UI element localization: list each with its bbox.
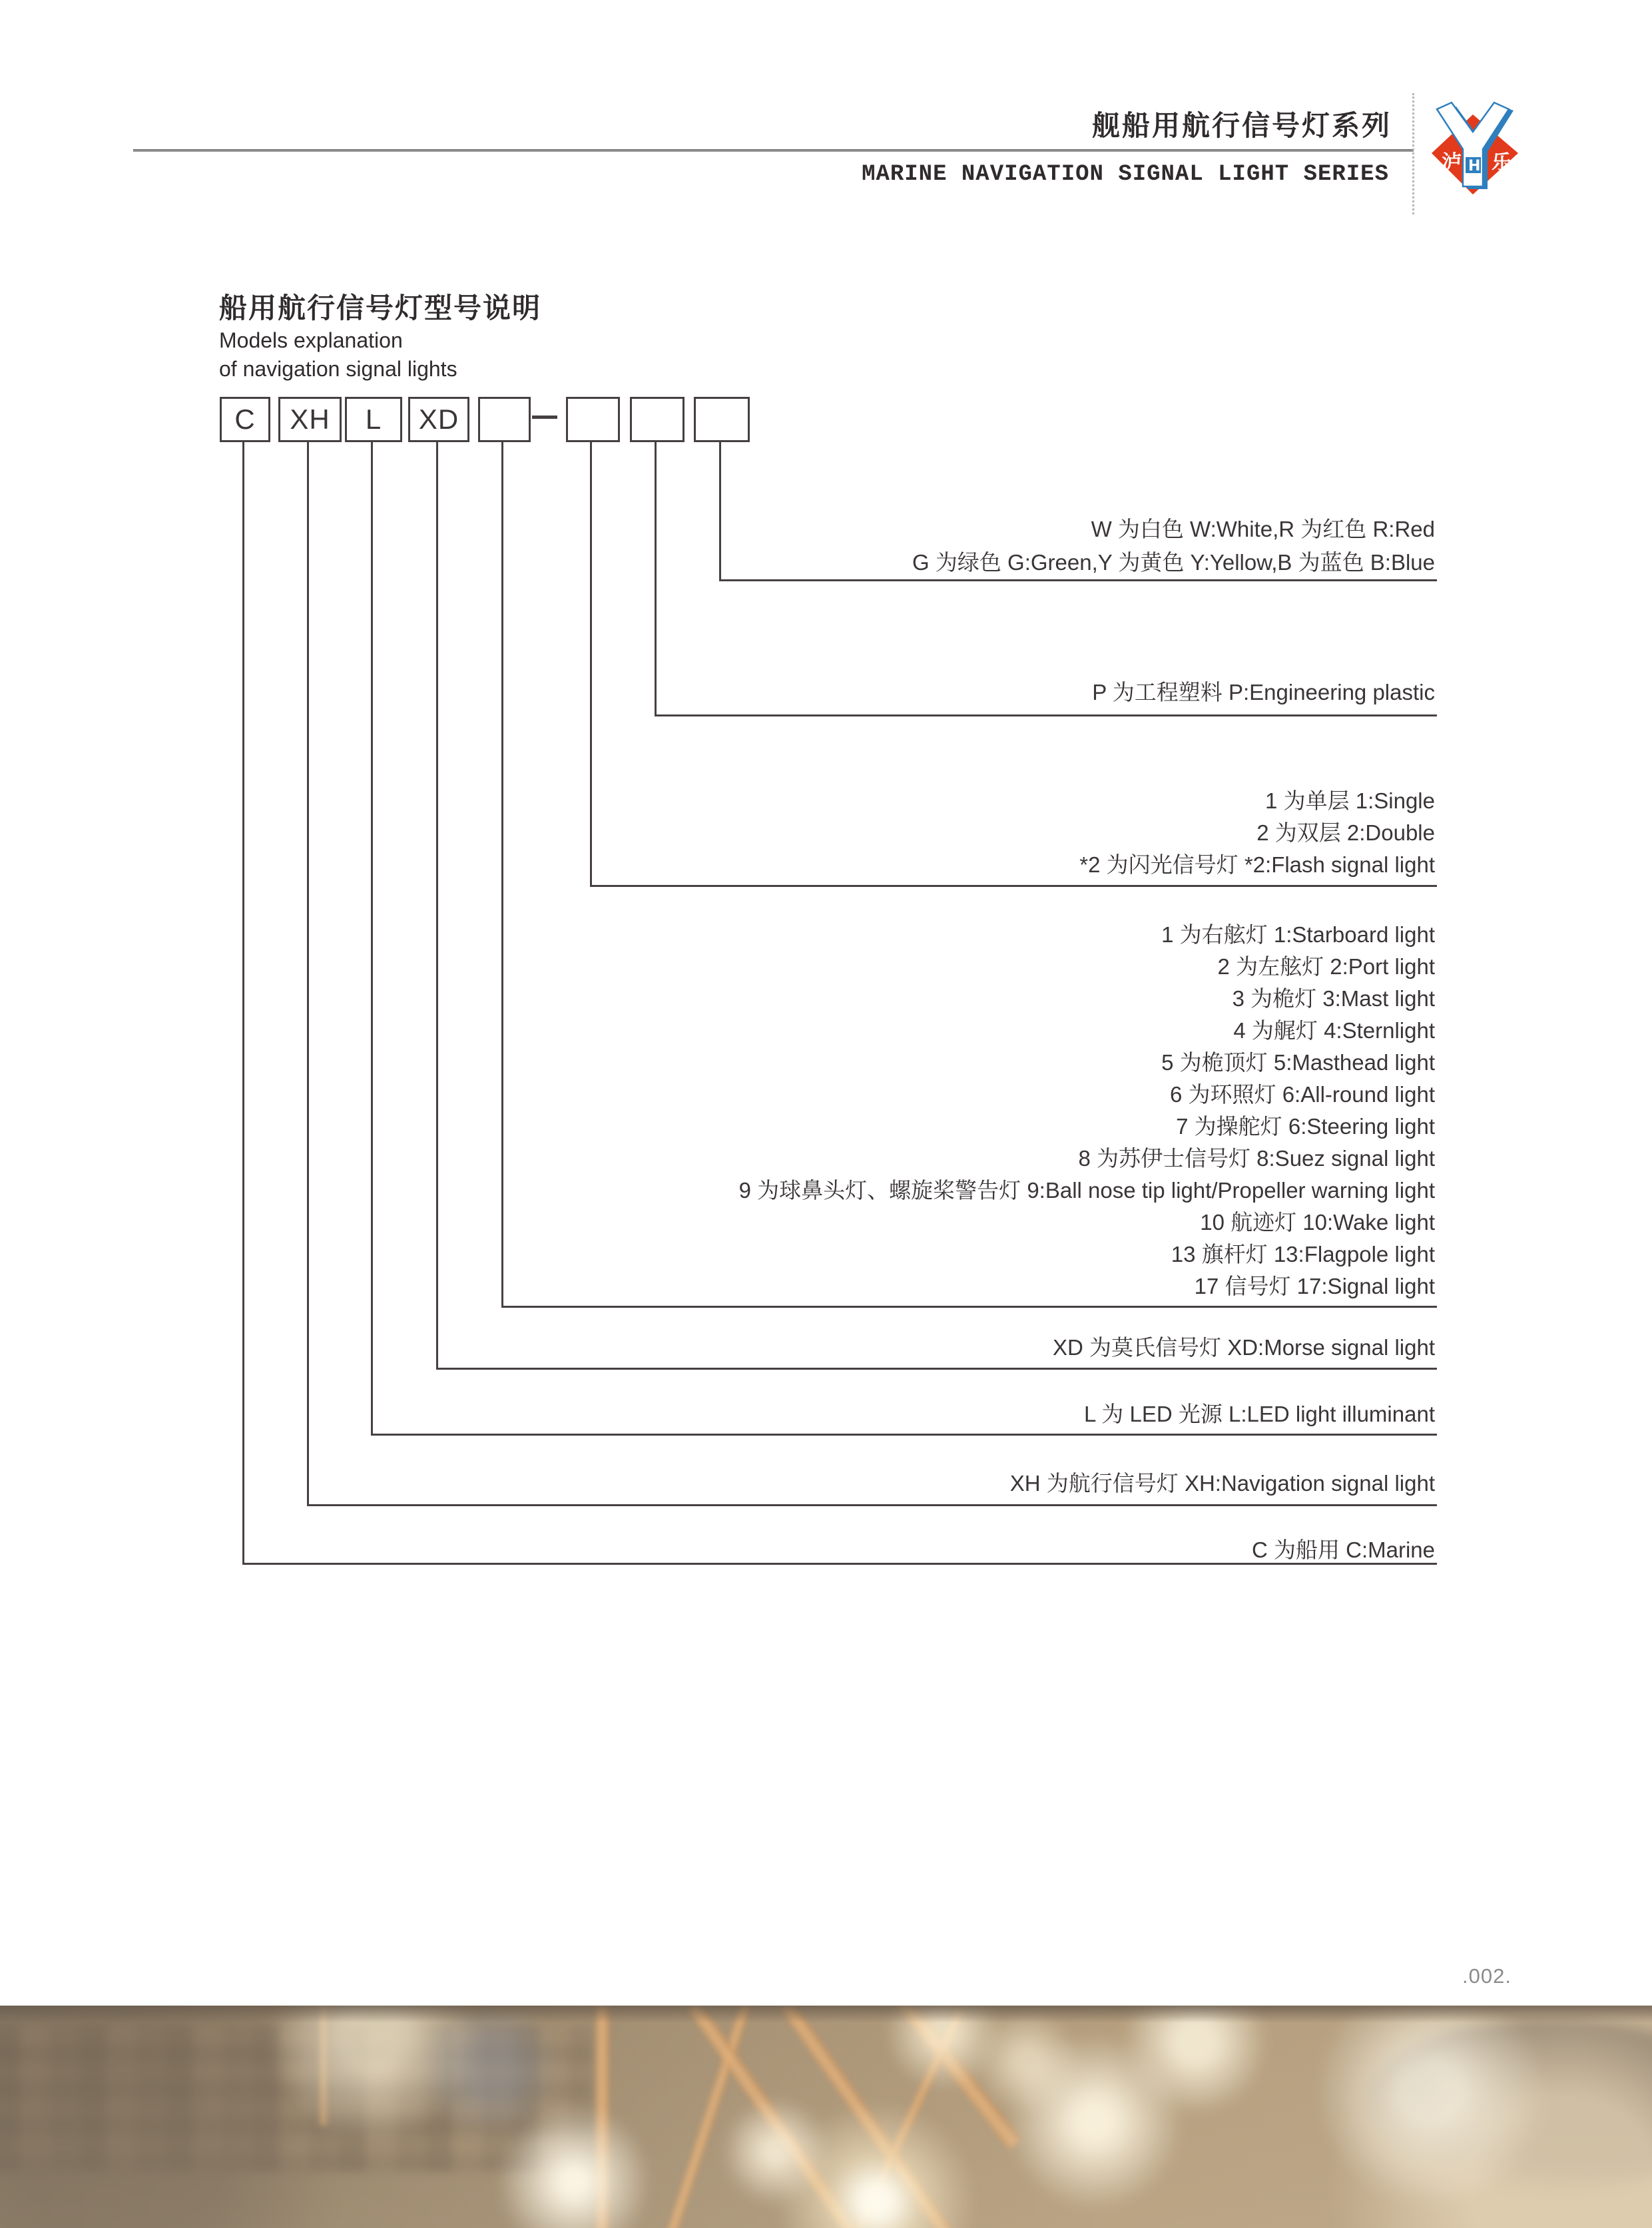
annotation-layers [1079, 785, 1435, 881]
model-box-3: L [345, 397, 402, 442]
annotation-line: 6 为环照灯 6:All-round light [1170, 1082, 1435, 1107]
leader-vertical-layers [590, 440, 592, 885]
model-box-7 [630, 397, 685, 442]
annotation-marine [1252, 1534, 1435, 1566]
annotation-led [1084, 1398, 1435, 1430]
logo-graphic [1430, 100, 1523, 201]
header-title-en: MARINE NAVIGATION SIGNAL LIGHT SERIES [862, 162, 1389, 187]
leader-rule-nav [307, 1504, 1437, 1506]
leader-vertical-led [371, 440, 373, 1434]
annotation-line: 5 为桅顶灯 5:Masthead light [1161, 1050, 1435, 1075]
annotation-colors [912, 513, 1435, 579]
logo-char-center: H [1468, 158, 1481, 174]
annotation-line: 13 旗杆灯 13:Flagpole light [1171, 1242, 1435, 1266]
leader-vertical-colors [719, 440, 721, 579]
model-dash-separator [532, 416, 557, 419]
model-box-5 [478, 397, 531, 442]
leader-rule-morse [436, 1368, 1437, 1370]
model-box-2: XH [278, 397, 342, 442]
logo-char-left: 泸 [1442, 151, 1462, 174]
annotation-line: P 为工程塑料 P:Engineering plastic [1092, 680, 1435, 704]
leader-rule-led [371, 1434, 1437, 1436]
leader-vertical-morse [436, 440, 438, 1368]
annotation-line: 2 为双层 2:Double [1256, 820, 1435, 845]
leader-rule-layers [590, 885, 1437, 887]
model-box-6 [566, 397, 620, 442]
section-title-en-line2: of navigation signal lights [219, 357, 457, 381]
leader-vertical-nav [307, 440, 309, 1504]
annotation-line: *2 为闪光信号灯 *2:Flash signal light [1079, 852, 1435, 877]
annotation-morse [1053, 1332, 1435, 1364]
section-title-cn: 船用航行信号灯型号说明 [219, 292, 542, 324]
annotation-navigation [1010, 1468, 1435, 1500]
annotation-line: 17 信号灯 17:Signal light [1194, 1274, 1435, 1298]
logo-char-right: 乐 [1492, 151, 1512, 174]
annotation-line: C 为船用 C:Marine [1251, 1537, 1435, 1562]
section-title-en [219, 326, 457, 384]
annotation-line: 3 为桅灯 3:Mast light [1232, 986, 1435, 1011]
header-rule [133, 149, 1414, 152]
leader-rule-material [655, 714, 1437, 716]
model-box-4: XD [408, 397, 469, 442]
leader-rule-light-types [501, 1306, 1437, 1308]
company-logo [1430, 100, 1523, 201]
annotation-line: L 为 LED 光源 L:LED light illuminant [1084, 1402, 1435, 1426]
model-box-8 [694, 397, 750, 442]
annotation-line: 10 航迹灯 10:Wake light [1200, 1210, 1435, 1235]
harbor-night-photo [0, 2006, 1652, 2228]
annotation-line: XH 为航行信号灯 XH:Navigation signal light [1009, 1471, 1435, 1496]
annotation-line: XD 为莫氏信号灯 XD:Morse signal light [1053, 1335, 1435, 1360]
annotation-line: 8 为苏伊士信号灯 8:Suez signal light [1078, 1146, 1435, 1171]
section-title-en-line1: Models explanation [219, 328, 403, 352]
photo-wash-overlay [0, 2006, 1652, 2228]
header-title-cn: 舰船用航行信号灯系列 [1091, 110, 1392, 141]
model-box-1: C [220, 397, 270, 442]
annotation-line: G 为绿色 G:Green,Y 为黄色 Y:Yellow,B 为蓝色 B:Blue [912, 550, 1435, 575]
annotation-line: 1 为单层 1:Single [1265, 788, 1435, 813]
leader-vertical-marine [242, 440, 244, 1563]
header-dotted-divider [1412, 93, 1414, 214]
annotation-line: 1 为右舷灯 1:Starboard light [1161, 922, 1435, 947]
annotation-line: 7 为操舵灯 6:Steering light [1176, 1114, 1435, 1139]
annotation-material [1092, 677, 1435, 708]
annotation-line: 9 为球鼻头灯、螺旋桨警告灯 9:Ball nose tip light/Propeller warning light [738, 1178, 1435, 1203]
annotation-light-types [739, 919, 1435, 1302]
page-number: .002. [1462, 1964, 1512, 1988]
annotation-line: 2 为左舷灯 2:Port light [1217, 954, 1435, 979]
leader-rule-colors [719, 579, 1437, 581]
annotation-line: W 为白色 W:White,R 为红色 R:Red [1091, 517, 1435, 541]
annotation-line: 4 为艉灯 4:Sternlight [1233, 1018, 1435, 1043]
leader-vertical-material [655, 440, 657, 714]
leader-vertical-light-types [501, 440, 503, 1306]
